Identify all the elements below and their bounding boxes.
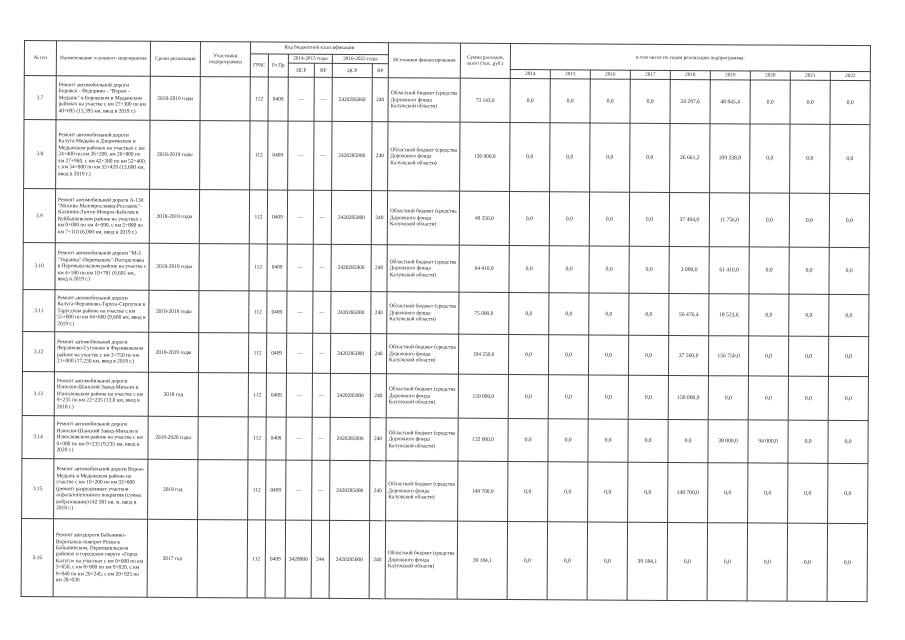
row-funding-source: Областной бюджет (средства Дорожного фонда Калужской области) [388,122,460,191]
row-total: 73 143,0 [460,79,510,123]
row-year-2019: 18 523,6 [709,294,749,336]
row-vr-2014-2015: — [312,461,330,521]
row-year-2015: 0,0 [550,79,590,123]
row-funding-source: Областной бюджет (средства Дорожного фонда Калужской области) [386,374,458,418]
header-sources: Источники финансирования [388,43,460,79]
row-year-2014: 0,0 [510,79,550,123]
row-activity-name: Ремонт автомобильной дороги Ферзиково-Сугоново в Ферзиковском районе на участке с км 3+750 по км 21+000 (17,250 км, ввод в 2019 г.) [54,332,148,373]
row-year-2016: 0,0 [589,293,629,335]
header-name: Наименование основного мероприятия [56,41,150,77]
row-rzpr: 0409 [267,244,287,291]
row-activity-name: Ремонт автомобильной дороги Калуга-Ферзиково-Таруса-Серпухов в Тарусском районе на участке с км 55+000 по км 64+600 (9,600 км, ввод в 2019 г.) [55,290,149,333]
header-participants: Участники подпрограммы [200,42,250,78]
row-year-2016: 0,0 [587,522,627,600]
row-total: 136 000,0 [460,123,510,192]
row-funding-source: Областной бюджет (средства Дорожного фонда Калужской области) [387,191,459,245]
row-year-2018: 3 000,0 [669,247,709,294]
row-year-2014: 0,0 [509,192,549,246]
row-year-2017: 0,0 [629,294,669,336]
row-year-2019: 38 000,0 [708,420,748,463]
row-vr-2016-2022: 240 [371,191,387,245]
row-term: 2018 год [148,373,198,417]
row-funding-source: Областной бюджет (средства Дорожного фонда Калужской области) [387,245,459,292]
row-year-2022: 0,0 [830,81,870,125]
row-year-2020: 0,0 [748,463,788,523]
table-row [24,76,870,125]
table-row [22,459,868,524]
row-year-2016: 0,0 [590,79,630,123]
row-participants [199,244,249,291]
row-total: 49 250,0 [459,192,509,246]
row-csr-2016-2022: 2420285000 [331,292,371,334]
header-year-2016: 2016 [590,70,630,79]
row-term: 2018-2019 годы [150,77,200,121]
row-vr-2016-2022: 240 [371,292,387,334]
row-year-2014: 0,0 [508,419,548,462]
row-year-2021: 0,0 [787,524,827,602]
row-year-2020: 0,0 [750,124,790,193]
row-vr-2016-2022: 240 [370,374,386,418]
header-sum: Сумма расходов, всего (тыс. руб.) [460,43,510,79]
row-term: 2018-2019 годы [149,244,199,291]
row-year-2014: 0,0 [507,522,547,600]
row-year-2018: 150 000,0 [668,376,708,420]
header-rzpr: Рз Пр [268,54,288,78]
row-year-2017: 39 184,1 [627,523,667,601]
header-budget-code: Код бюджетной классификации [250,42,388,55]
row-year-2020: 0,0 [749,193,789,247]
row-total: 150 000,0 [458,375,508,419]
row-total: 64 410,0 [459,246,509,293]
row-number: 3.9 [23,189,55,243]
row-csr-2014-2015: — [287,292,313,334]
row-activity-name: Ремонт автомобильной дороги "М-3 "Украина"-Перемышль"-Погореловка в Перемышльском районе на участке с км 4+180 по км 10+781 (6,601 км, ввод в 2019 г.) [55,243,149,291]
table-row [22,372,868,421]
row-year-2019: 0,0 [707,523,747,601]
header-num: № п/п [24,41,56,77]
row-term: 2018-2019 годы [150,121,200,190]
row-year-2016: 0,0 [589,246,629,293]
header-year-2019: 2019 [710,71,750,80]
row-year-2015: 0,0 [548,419,588,462]
row-year-2017: 0,0 [629,247,669,294]
row-year-2020: 94 000,0 [748,420,788,463]
row-csr-2014-2015: 3428900 [285,521,311,599]
header-vr2: ВР [372,64,388,78]
row-csr-2016-2022: 2420285000 [330,374,370,418]
row-year-2015: 0,0 [548,335,588,375]
row-funding-source: Областной бюджет (средства Дорожного фонда Калужской области) [385,521,457,599]
table-row [22,332,868,377]
row-csr-2016-2022: 2420285000 [330,334,370,374]
row-year-2015: 0,0 [548,375,588,419]
header-year-2021: 2021 [790,71,830,80]
row-grbs: 112 [249,291,267,333]
row-participants [199,291,249,333]
row-year-2021: 0,0 [789,194,829,248]
header-year-2022: 2022 [830,72,870,81]
row-csr-2014-2015: — [286,461,312,521]
row-year-2016: 0,0 [588,375,628,419]
row-grbs: 112 [248,373,266,417]
row-year-2017: 0,0 [630,124,670,193]
row-year-2016: 0,0 [590,123,630,192]
row-number: 3.14 [22,416,54,459]
row-year-2018: 0,0 [668,420,708,463]
table-row [23,243,869,295]
row-year-2022: 0,0 [828,377,868,421]
row-activity-name: Ремонт автомобильной дороги Боровск - Федорино - "Ворон - Медынь" в Боровском и Медынском районах на участке с км 27+300 по км 40+695 (13,395 км, ввод в 2019 г.) [56,76,150,121]
table-row [23,189,869,248]
table-body [21,76,870,602]
row-csr-2014-2015: — [288,122,314,191]
row-csr-2014-2015: — [286,334,312,374]
row-participants [197,520,247,598]
row-rzpr: 0409 [267,291,287,333]
row-vr-2014-2015: — [312,374,330,418]
row-funding-source: Областной бюджет (средства Дорожного фонда Калужской области) [386,418,458,461]
header-year-2018: 2018 [670,71,710,80]
row-csr-2016-2022: 2420285000 [331,191,371,245]
row-year-2016: 0,0 [588,462,628,522]
header-period1: 2014-2015 годы [288,54,332,64]
row-funding-source: Областной бюджет (средства Дорожного фонда Калужской области) [388,78,460,122]
row-term: 2018-2019 годы [149,190,199,244]
row-year-2021: 0,0 [790,81,830,125]
row-vr-2016-2022: 240 [370,461,386,521]
row-year-2022: 0,0 [830,125,870,194]
row-year-2021: 0,0 [789,248,829,295]
header-year-2017: 2017 [630,70,670,79]
row-total: 194 250,0 [458,335,508,375]
row-year-2015: 0,0 [548,462,588,522]
table-header [24,41,870,82]
table-row [24,120,870,194]
row-vr-2014-2015: — [314,122,332,191]
row-rzpr: 0409 [265,520,285,598]
row-year-2021: 0,0 [788,464,828,524]
header-grbs: ГРБС [250,54,268,78]
row-term: 2019-2020 годы [148,417,198,460]
row-number: 3.8 [24,120,56,189]
row-year-2018: 37 500,0 [668,336,708,376]
row-vr-2014-2015: — [313,245,331,292]
row-participants [200,77,250,121]
row-year-2022: 0,0 [828,464,868,524]
row-number: 3.11 [23,290,55,332]
row-number: 3.16 [21,519,53,597]
row-rzpr: 0409 [266,333,286,373]
row-rzpr: 0409 [268,77,288,121]
row-funding-source: Областной бюджет (средства Дорожного фонда Калужской области) [386,461,458,521]
row-year-2015: 0,0 [549,192,589,246]
row-term: 2018-2019 годы [148,333,198,373]
table-row [21,519,868,602]
row-activity-name: Ремонт автомобильной дороги А-130 "Москва-Малоярославец-Рославль"-Калинин-Лютое-Мокрое-Бебелев в Куйбышевском районе на участках с км 0+000 по км 4+690, с км 5+800 по км 7+110 (6,000 км, ввод в 2019 г.) [55,189,149,244]
row-rzpr: 0409 [266,417,286,460]
row-year-2018: 24 297,6 [670,80,710,124]
row-activity-name: Ремонт автомобильной дороги Калуга-Медынь в Дзержинском и Медынском районах на участках с км 24+400 по км 26+200, км 26+800 по км 27+960, с км 42+380 по км 52+400, с км 54+800 по км 55+420 (13,600 км, ввод в 2019 г.) [56,120,150,190]
row-number: 3.12 [22,332,54,372]
row-grbs: 112 [247,520,265,598]
header-year-2020: 2020 [750,71,790,80]
row-year-2014: 0,0 [509,246,549,293]
row-vr-2014-2015: — [314,78,332,122]
row-term: 2018-2019 годы [149,291,199,333]
row-year-2018: 37 494,0 [669,193,709,247]
row-participants [198,333,248,373]
row-year-2022: 0,0 [829,295,869,337]
row-year-2014: 0,0 [510,123,550,192]
row-csr-2016-2022: 2420285000 [329,521,369,599]
row-year-2020: 0,0 [747,523,787,601]
row-year-2015: 0,0 [549,293,589,335]
row-csr-2014-2015: — [287,245,313,292]
row-total: 132 000,0 [458,419,508,462]
row-vr-2014-2015: — [313,191,331,245]
row-csr-2016-2022: 2420285000 [330,418,370,461]
row-grbs: 112 [249,244,267,291]
row-total: 39 184,1 [457,522,507,600]
row-vr-2014-2015: — [313,292,331,334]
row-year-2019: 0,0 [708,463,748,523]
row-year-2020: 0,0 [749,247,789,294]
row-csr-2016-2022: 2420285000 [330,461,370,521]
row-activity-name: Ремонт автомобильной дороги Износки-Шанский Завод-Михали в Износковском районе на участке с км 9+235 по км 22+235 (13,0 км, ввод в 2018 г.) [54,372,148,417]
row-year-2014: 0,0 [508,462,548,522]
row-year-2018: 56 476,4 [669,294,709,336]
row-year-2017: 0,0 [630,80,670,124]
header-period2: 2016-2022 годы [332,54,388,64]
row-vr-2016-2022: 240 [372,78,388,122]
row-activity-name: Ремонт автомобильной дороги Износки-Шанский Завод-Михали в Износковском районе на участке с км 0+000 по км 9+235 (9,235 км, ввод в 2020 г.) [54,416,148,460]
row-term: 2018 год [148,460,198,520]
row-year-2021: 0,0 [788,337,828,377]
row-participants [198,373,248,417]
row-grbs: 112 [250,77,268,121]
row-csr-2014-2015: — [287,191,313,245]
row-rzpr: 0409 [266,460,286,520]
row-funding-source: Областной бюджет (средства Дорожного фонда Калужской области) [386,334,458,374]
header-year-2015: 2015 [550,70,590,79]
row-rzpr: 0409 [268,121,288,190]
row-year-2020: 0,0 [749,294,789,336]
row-year-2019: 0,0 [708,376,748,420]
header-year-2014: 2014 [510,70,550,79]
row-year-2019: 61 410,0 [709,247,749,294]
row-csr-2016-2022: 2420285000 [332,122,372,191]
row-csr-2014-2015: — [286,418,312,461]
row-year-2019: 11 756,0 [709,193,749,247]
row-year-2015: 0,0 [550,123,590,192]
row-year-2017: 0,0 [628,420,668,463]
row-total: 75 000,0 [459,293,509,335]
row-year-2018: 26 661,2 [670,124,710,193]
row-year-2014: 0,0 [508,375,548,419]
header-vr1: ВР [314,64,332,78]
row-number: 3.10 [23,243,55,290]
row-year-2022: 0,0 [828,421,868,464]
row-year-2017: 0,0 [628,463,668,523]
header-csr2: ЦСР [332,64,372,78]
row-year-2021: 0,0 [789,295,829,337]
row-vr-2016-2022: 240 [371,245,387,292]
row-vr-2016-2022: 240 [369,521,385,599]
row-term: 2017 год [147,520,197,598]
header-years-group: в том числе по годам реализации подпрограммы: [510,43,870,71]
row-year-2016: 0,0 [588,419,628,462]
header-term: Сроки реализации [150,41,200,77]
row-grbs: 112 [248,460,266,520]
row-number: 3.7 [24,76,56,120]
row-vr-2014-2015: — [312,334,330,374]
row-year-2015: 0,0 [549,246,589,293]
row-vr-2016-2022: 240 [370,418,386,461]
row-vr-2014-2015: — [312,418,330,461]
row-number: 3.13 [22,372,54,416]
row-participants [200,121,250,190]
row-activity-name: Ремонт автодороги Бабынино-Воротынск-поворот Росва в Бабынинском, Перемышльском районах и городском округе «Город Калуга» на участках с км 0+000 по км 3+650, с км 8+800 по км 9+020, с км 9+040 по км 20+245, с км 20+925 по км 28+030 [53,519,147,598]
row-year-2022: 0,0 [829,248,869,295]
row-year-2021: 0,0 [788,421,828,464]
row-year-2021: 0,0 [788,377,828,421]
subprogram-table [21,40,871,603]
row-year-2019: 48 845,4 [710,80,750,124]
row-year-2018: 0,0 [667,523,707,601]
row-year-2019: 156 750,0 [708,336,748,376]
row-year-2022: 0,0 [827,524,868,602]
table-row [23,290,869,337]
row-activity-name: Ремонт автомобильной дороги Ворон-Медынь в Медынском районе на участке с км 10+200 по км 33+000 (ремонт разрушенных участков асфальтобетонного покрытия (сумма вобразование) (42 581 кв. м, ввод в 2018 г.) [54,459,148,520]
row-year-2020: 0,0 [750,80,790,124]
row-year-2017: 0,0 [628,376,668,420]
row-year-2015: 0,0 [547,522,587,600]
row-year-2017: 0,0 [628,336,668,376]
row-year-2020: 0,0 [748,376,788,420]
row-year-2014: 0,0 [508,335,548,375]
row-grbs: 112 [248,333,266,373]
row-participants [199,190,249,244]
row-year-2016: 0,0 [588,335,628,375]
row-participants [198,460,248,520]
row-number: 3.15 [22,459,54,519]
row-csr-2016-2022: 2420285060 [332,78,372,122]
row-csr-2014-2015: — [288,78,314,122]
row-participants [198,417,248,460]
row-total: 149 700,0 [458,462,508,522]
row-year-2020: 0,0 [748,336,788,376]
row-funding-source: Областной бюджет (средства Дорожного фонда Калужской области) [387,292,459,334]
row-vr-2016-2022: 240 [372,122,388,191]
row-year-2017: 0,0 [629,193,669,247]
row-year-2022: 0,0 [829,194,869,248]
row-year-2016: 0,0 [589,192,629,246]
row-vr-2016-2022: 240 [370,334,386,374]
row-rzpr: 0409 [266,373,286,417]
row-grbs: 112 [249,190,267,244]
row-year-2014: 0,0 [509,293,549,335]
header-csr1: ЦСР [288,63,314,77]
row-csr-2014-2015: — [286,374,312,418]
row-rzpr: 0409 [267,190,287,244]
row-year-2021: 0,0 [790,125,830,194]
row-grbs: 112 [250,121,268,190]
row-csr-2016-2022: 2420285000 [331,245,371,292]
row-year-2022: 0,0 [828,337,868,377]
row-year-2019: 109 338,8 [710,124,750,193]
table-row [22,416,868,464]
row-year-2018: 149 700,0 [668,463,708,523]
row-vr-2014-2015: 244 [311,521,329,599]
row-grbs: 112 [248,417,266,460]
